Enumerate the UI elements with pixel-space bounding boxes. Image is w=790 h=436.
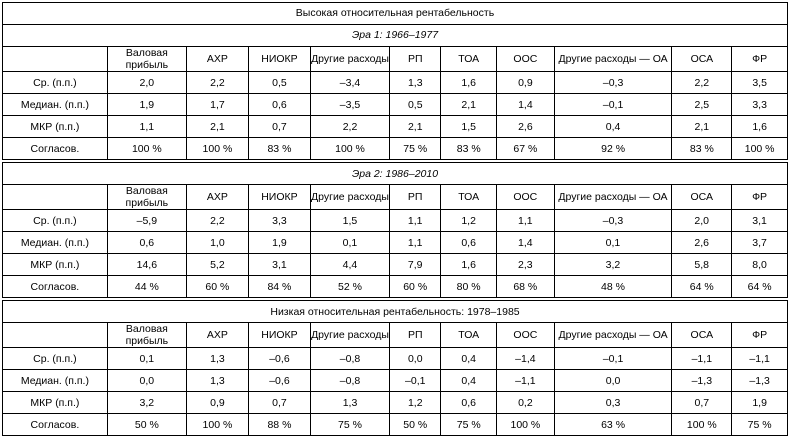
cell: 44 %: [107, 276, 186, 298]
column-header-rp: РП: [390, 47, 441, 72]
cell: 0,7: [248, 116, 310, 138]
cell: 3,3: [732, 94, 788, 116]
cell: 75 %: [732, 414, 788, 436]
row-label: Медиан. (п.п.): [3, 370, 108, 392]
table-row: [3, 138, 788, 160]
table-row: [3, 116, 788, 138]
cell: 0,7: [248, 392, 310, 414]
cell: –1,3: [672, 370, 732, 392]
cell: –3,5: [310, 94, 389, 116]
cell: 50 %: [107, 414, 186, 436]
row-label: Медиан. (п.п.): [3, 232, 108, 254]
table-row: [3, 392, 788, 414]
cell: 1,9: [107, 94, 186, 116]
column-header-osa: ОСА: [672, 323, 732, 348]
column-header-row: [3, 185, 788, 210]
table-section-2: [2, 162, 788, 298]
column-header-toa: ТОА: [441, 185, 497, 210]
column-header-oos: ООС: [497, 323, 555, 348]
cell: 2,5: [672, 94, 732, 116]
column-header-osa: ОСА: [672, 47, 732, 72]
column-header-gross-profit: Валовая прибыль: [107, 47, 186, 72]
cell: –0,8: [310, 348, 389, 370]
cell: –1,1: [497, 370, 555, 392]
cell: 3,1: [732, 210, 788, 232]
era-label: Эра 2: 1986–2010: [3, 163, 788, 185]
row-label: МКР (п.п.): [3, 116, 108, 138]
document-page: [0, 2, 790, 431]
cell: –0,3: [554, 210, 672, 232]
cell: 0,2: [497, 392, 555, 414]
cell: 2,1: [672, 116, 732, 138]
table-row: [3, 414, 788, 436]
cell: 80 %: [441, 276, 497, 298]
cell: 63 %: [554, 414, 672, 436]
cell: 100 %: [732, 138, 788, 160]
cell: 83 %: [441, 138, 497, 160]
cell: 2,2: [186, 72, 248, 94]
row-label: Ср. (п.п.): [3, 72, 108, 94]
column-header-ahr: АХР: [186, 47, 248, 72]
cell: 1,1: [107, 116, 186, 138]
cell: 0,6: [441, 392, 497, 414]
cell: 100 %: [672, 414, 732, 436]
cell: 0,0: [390, 348, 441, 370]
column-header-toa: ТОА: [441, 323, 497, 348]
column-header-ahr: АХР: [186, 323, 248, 348]
cell: 48 %: [554, 276, 672, 298]
cell: 0,4: [554, 116, 672, 138]
cell: 2,1: [390, 116, 441, 138]
cell: 2,1: [441, 94, 497, 116]
cell: 1,3: [390, 72, 441, 94]
cell: 75 %: [310, 414, 389, 436]
table-row: [3, 276, 788, 298]
column-header-blank: [3, 185, 108, 210]
column-header-gross-profit: Валовая прибыль: [107, 323, 186, 348]
cell: 0,9: [497, 72, 555, 94]
cell: –0,1: [554, 94, 672, 116]
table-row: [3, 72, 788, 94]
cell: 64 %: [732, 276, 788, 298]
table-row: [3, 210, 788, 232]
column-header-other-expenses: Другие расходы: [310, 47, 389, 72]
cell: 60 %: [186, 276, 248, 298]
cell: 0,7: [672, 392, 732, 414]
cell: 52 %: [310, 276, 389, 298]
table-section-1: [2, 2, 788, 160]
era-label: Эра 1: 1966–1977: [3, 25, 788, 47]
cell: 2,3: [496, 254, 554, 276]
cell: 2,2: [310, 116, 389, 138]
cell: 5,8: [672, 254, 732, 276]
cell: 1,3: [310, 392, 389, 414]
column-header-oos: ООС: [497, 47, 555, 72]
cell: 2,6: [497, 116, 555, 138]
cell: 0,1: [107, 348, 186, 370]
cell: 7,9: [390, 254, 441, 276]
cell: 1,9: [732, 392, 788, 414]
cell: 5,2: [186, 254, 248, 276]
cell: –0,3: [554, 72, 672, 94]
cell: 0,3: [554, 392, 672, 414]
section-banner-row: [3, 3, 788, 25]
cell: 60 %: [390, 276, 441, 298]
column-header-oos: ООС: [496, 185, 554, 210]
cell: 100 %: [186, 414, 248, 436]
cell: 0,0: [554, 370, 672, 392]
column-header-other-expenses: Другие расходы: [310, 323, 389, 348]
cell: 0,5: [390, 94, 441, 116]
cell: 1,6: [441, 72, 497, 94]
column-header-row: [3, 323, 788, 348]
cell: 88 %: [248, 414, 310, 436]
row-label: МКР (п.п.): [3, 254, 108, 276]
cell: 1,1: [390, 232, 441, 254]
cell: 1,5: [310, 210, 389, 232]
column-header-other-expenses-oa: Другие расходы — ОА: [554, 185, 672, 210]
cell: 1,9: [248, 232, 310, 254]
cell: 3,2: [554, 254, 672, 276]
cell: 0,1: [554, 232, 672, 254]
cell: –0,6: [248, 370, 310, 392]
cell: 0,9: [186, 392, 248, 414]
row-label: Ср. (п.п.): [3, 210, 108, 232]
column-header-other-expenses: Другие расходы: [310, 185, 389, 210]
cell: 0,6: [248, 94, 310, 116]
row-label: Согласов.: [3, 138, 108, 160]
column-header-row: [3, 47, 788, 72]
cell: –0,1: [390, 370, 441, 392]
cell: 1,1: [390, 210, 441, 232]
cell: 2,1: [186, 116, 248, 138]
cell: 100 %: [186, 138, 248, 160]
row-label: МКР (п.п.): [3, 392, 108, 414]
cell: 3,7: [732, 232, 788, 254]
column-header-fr: ФР: [732, 47, 788, 72]
cell: 83 %: [672, 138, 732, 160]
cell: 1,1: [496, 210, 554, 232]
column-header-fr: ФР: [732, 185, 788, 210]
cell: 67 %: [497, 138, 555, 160]
cell: –5,9: [107, 210, 186, 232]
cell: 68 %: [496, 276, 554, 298]
cell: 75 %: [390, 138, 441, 160]
cell: 50 %: [390, 414, 441, 436]
cell: 1,6: [732, 116, 788, 138]
cell: 0,0: [107, 370, 186, 392]
cell: 1,5: [441, 116, 497, 138]
cell: 3,5: [732, 72, 788, 94]
table-row: [3, 94, 788, 116]
column-header-toa: ТОА: [441, 47, 497, 72]
column-header-blank: [3, 323, 108, 348]
cell: –0,6: [248, 348, 310, 370]
cell: 100 %: [310, 138, 389, 160]
section-banner: Низкая относительная рентабельность: 1978–1985: [3, 301, 788, 323]
column-header-osa: ОСА: [672, 185, 732, 210]
cell: 0,1: [310, 232, 389, 254]
row-label: Согласов.: [3, 414, 108, 436]
cell: 100 %: [107, 138, 186, 160]
section-banner-row: [3, 301, 788, 323]
column-header-rp: РП: [390, 185, 441, 210]
column-header-other-expenses-oa: Другие расходы — ОА: [554, 323, 672, 348]
cell: –0,8: [310, 370, 389, 392]
cell: 1,0: [186, 232, 248, 254]
era-row: [3, 163, 788, 185]
cell: –1,4: [497, 348, 555, 370]
column-header-fr: ФР: [732, 323, 788, 348]
cell: 2,0: [107, 72, 186, 94]
cell: –1,1: [672, 348, 732, 370]
column-header-blank: [3, 47, 108, 72]
cell: –0,1: [554, 348, 672, 370]
column-header-gross-profit: Валовая прибыль: [107, 185, 186, 210]
cell: –1,1: [732, 348, 788, 370]
cell: 4,4: [310, 254, 389, 276]
cell: 1,2: [441, 210, 497, 232]
column-header-rp: РП: [390, 323, 441, 348]
cell: 0,6: [107, 232, 186, 254]
table-row: [3, 348, 788, 370]
cell: 1,7: [186, 94, 248, 116]
cell: 3,1: [248, 254, 310, 276]
cell: 3,3: [248, 210, 310, 232]
column-header-other-expenses-oa: Другие расходы — ОА: [554, 47, 672, 72]
row-label: Согласов.: [3, 276, 108, 298]
table-row: [3, 254, 788, 276]
cell: 0,4: [441, 370, 497, 392]
cell: 0,5: [248, 72, 310, 94]
cell: 2,6: [672, 232, 732, 254]
cell: 0,6: [441, 232, 497, 254]
table-row: [3, 232, 788, 254]
cell: 0,4: [441, 348, 497, 370]
cell: 1,3: [186, 348, 248, 370]
cell: 84 %: [248, 276, 310, 298]
cell: 1,4: [496, 232, 554, 254]
cell: 75 %: [441, 414, 497, 436]
cell: 1,2: [390, 392, 441, 414]
cell: 83 %: [248, 138, 310, 160]
row-label: Медиан. (п.п.): [3, 94, 108, 116]
table-row: [3, 370, 788, 392]
cell: –1,3: [732, 370, 788, 392]
column-header-niokr: НИОКР: [248, 323, 310, 348]
cell: 3,2: [107, 392, 186, 414]
cell: –3,4: [310, 72, 389, 94]
era-row: [3, 25, 788, 47]
cell: 2,2: [186, 210, 248, 232]
table-section-3: [2, 300, 788, 436]
section-banner: Высокая относительная рентабельность: [3, 3, 788, 25]
cell: 64 %: [672, 276, 732, 298]
cell: 1,3: [186, 370, 248, 392]
column-header-niokr: НИОКР: [248, 185, 310, 210]
cell: 2,2: [672, 72, 732, 94]
cell: 1,4: [497, 94, 555, 116]
cell: 92 %: [554, 138, 672, 160]
cell: 2,0: [672, 210, 732, 232]
cell: 100 %: [497, 414, 555, 436]
cell: 1,6: [441, 254, 497, 276]
cell: 8,0: [732, 254, 788, 276]
cell: 14,6: [107, 254, 186, 276]
column-header-ahr: АХР: [186, 185, 248, 210]
column-header-niokr: НИОКР: [248, 47, 310, 72]
row-label: Ср. (п.п.): [3, 348, 108, 370]
